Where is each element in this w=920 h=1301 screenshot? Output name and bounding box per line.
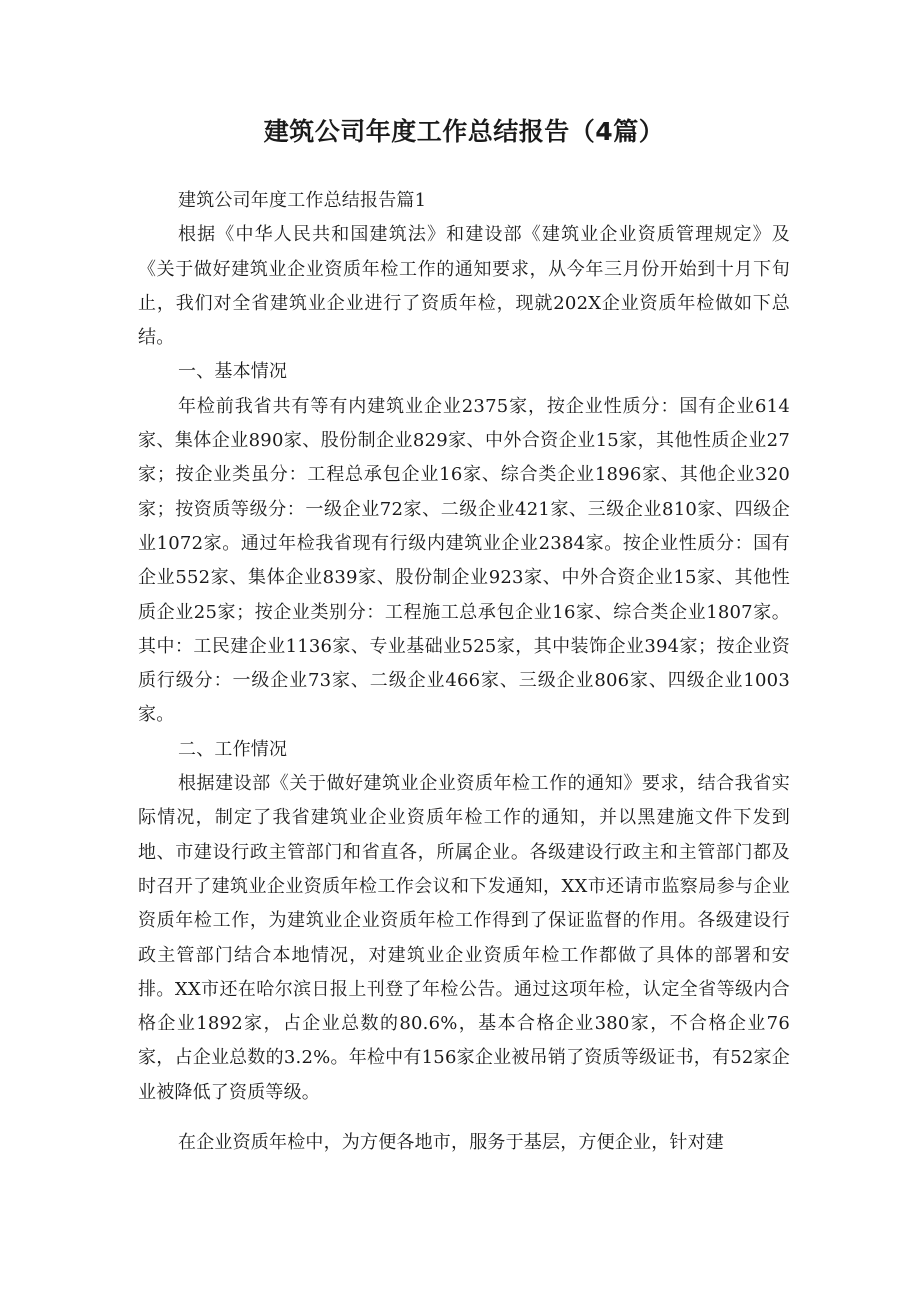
document-title: 建筑公司年度工作总结报告（4篇） xyxy=(263,117,665,146)
section-heading-article-1: 建筑公司年度工作总结报告篇1 xyxy=(178,190,427,211)
intro-paragraph: 根据《中华人民共和国建筑法》和建设部《建筑业企业资质管理规定》及《关于做好建筑业企业资质年检工作的通知要求，从今年三月份开始到十月下旬止，我们对全省建筑业企业进行了资质年检，现就202X企业资质年检做如下总结。 xyxy=(138,224,790,349)
section-heading-work-situation: 二、工作情况 xyxy=(178,738,288,760)
work-situation-paragraph: 根据建设部《关于做好建筑业企业资质年检工作的通知》要求，结合我省实际情况，制定了我省建筑业企业资质年检工作的通知，并以黑建施文件下发到地、市建设行政主管部门和省直各，所属企业。各级建设行政主和主管部门都及时召开了建筑业企业资质年检工作会议和下发通知，XX市还请市监察局参与企业资质年检工作，为建筑业企业资质年检工作得到了保证监督的作用。各级建设行政主管部门结合本地情况，对建筑业企业资质年检工作都做了具体的部署和安排。XX市还在哈尔滨日报上刊登了年检公告。通过这项年检，认定全省等级内合格企业1892家，占企业总数的80.6%，基本合格企业380家，不合格企业76家，占企业总数的3.2%。年检中有156家企业被吊销了资质等级证书，有52家企业被降低了资质等级。 xyxy=(138,773,790,1103)
document-body xyxy=(138,184,790,1160)
basic-situation-paragraph: 年检前我省共有等有内建筑业企业2375家，按企业性质分：国有企业614家、集体企业890家、股份制企业829家、中外合资企业15家，其他性质企业27家；按企业类虽分：工程总承包企业16家、综合类企业1896家、其他企业320家；按资质等级分：一级企业72家、二级企业421家、三级企业810家、四级企业1072家。通过年检我省现有行级内建筑业企业2384家。按企业性质分：国有企业552家、集体企业839家、股份制企业923家、中外合资企业15家、其他性质企业25家；按企业类别分：工程施工总承包企业16家、综合类企业1807家。其中：工民建企业1136家、专业基础业525家，其中装饰企业394家；按企业资质行级分：一级企业73家、二级企业466家、三级企业806家、四级企业1003家。 xyxy=(138,395,790,726)
continuation-paragraph: 在企业资质年检中，为方便各地市，服务于基层，方便企业，针对建 xyxy=(178,1132,724,1154)
section-heading-basic-situation: 一、基本情况 xyxy=(178,361,288,383)
